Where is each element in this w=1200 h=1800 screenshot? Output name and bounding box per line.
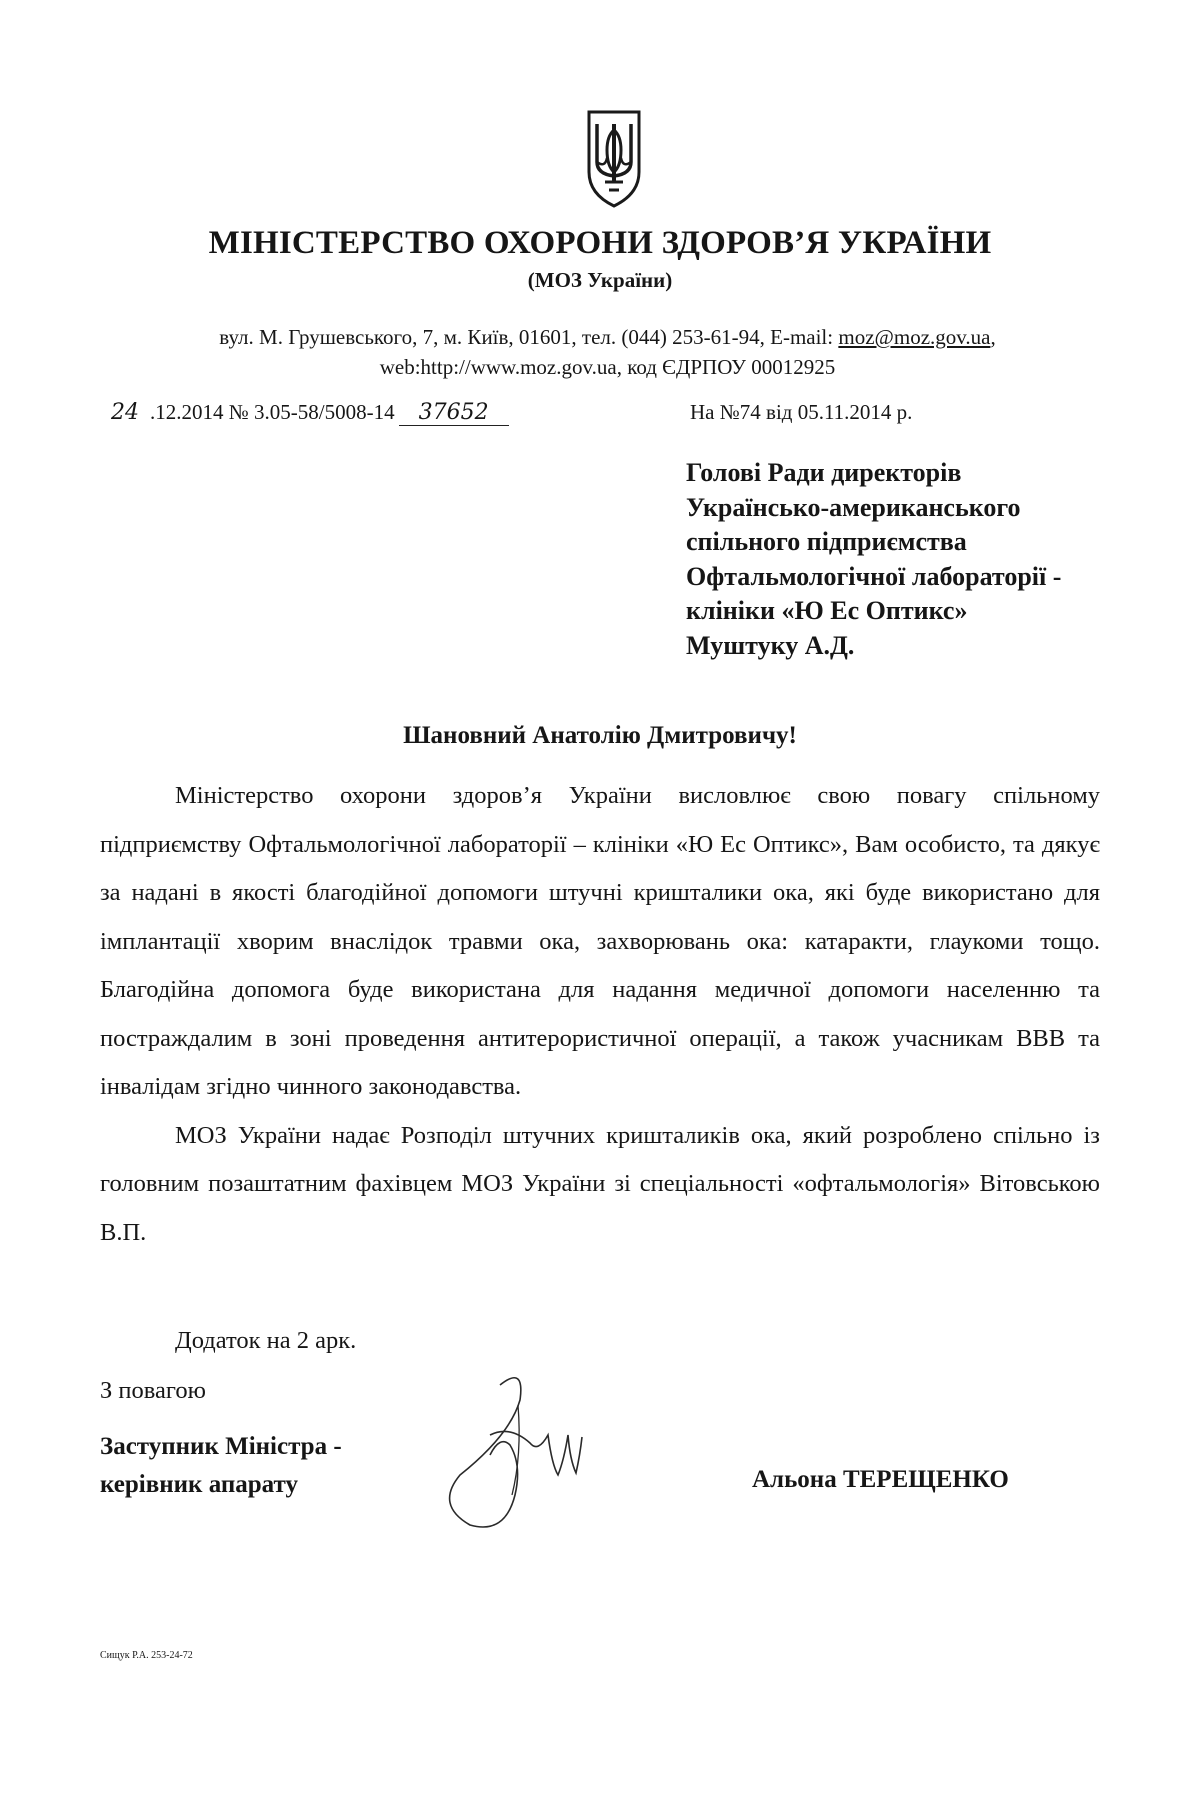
handwritten-signature-icon [430,1365,630,1535]
signatory-position [100,1428,342,1504]
handwritten-day: 24 [111,400,139,425]
recipient-line: Голові Ради директорів [686,458,962,487]
body-paragraph: Міністерство охорони здоров’я України висловлює свою повагу спільному підприємству Офтальмологічної лабораторії – клініки «Ю Ес Оптикс», Вам особисто, та дякує за надані в якості благодійної допомоги штучні кришталики ока, які буде використано для імплантації хворим внаслідок травми ока, захворювань ока: катаракти, глаукоми тощо. Благодійна допомога буде використана для надання медичної допомоги населенню та постраждалим в зоні проведення антитерористичної операції, а також учасникам ВВВ та інвалідам згідно чинного законодавства. [100,782,1100,1100]
ministry-abbreviation: (МОЗ України) [527,268,673,292]
reply-reference: На №74 від 05.11.2014 р. [690,400,913,424]
outgoing-number [100,400,509,426]
recipient-line: Українсько-американського [686,492,1021,522]
address-line-1-end: , [990,325,996,349]
letter-body [100,772,1100,1257]
ministry-address [120,322,1095,382]
outgoing-date-number: .12.2014 № 3.05-58/5008-14 [150,400,395,424]
body-paragraph: МОЗ України надає Розподіл штучних кришталиків ока, який розроблено спільно із головним позаштатним фахівцем МОЗ України зі спеціальності «офтальмологія» Вітовською В.П. [100,1121,1100,1246]
attachment-note: Додаток на 2 арк. [175,1327,357,1354]
address-line-1: вул. М. Грушевського, 7, м. Київ, 01601, тел. (044) 253-61-94, E-mail: [219,325,834,349]
address-line-2: web:http://www.moz.gov.ua, код ЄДРПОУ 00012925 [379,355,836,379]
closing-phrase: З повагою [100,1377,206,1404]
recipient-line: Офтальмологічної лабораторії - [686,561,1062,591]
position-line: керівник апарату [100,1471,298,1498]
handwritten-registration: 37652 [399,400,509,426]
recipient-line: клініки «Ю Ес Оптикс» [686,596,968,625]
greeting: Шановний Анатолію Дмитровичу! [403,722,797,749]
recipient-block [686,456,1061,663]
recipient-line: Муштуку А.Д. [686,630,855,660]
recipient-line: спільного підприємства [686,527,967,556]
ministry-name: МІНІСТЕРСТВО ОХОРОНИ ЗДОРОВ’Я УКРАЇНИ [208,225,992,261]
signatory-name: Альона ТЕРЕЩЕНКО [752,1466,1009,1493]
position-line: Заступник Міністра - [100,1433,342,1460]
trident-coat-of-arms-icon [585,110,643,208]
executor-info: Сищук Р.А. 253-24-72 [100,1650,193,1661]
email-link[interactable]: moz@moz.gov.ua [838,325,991,349]
